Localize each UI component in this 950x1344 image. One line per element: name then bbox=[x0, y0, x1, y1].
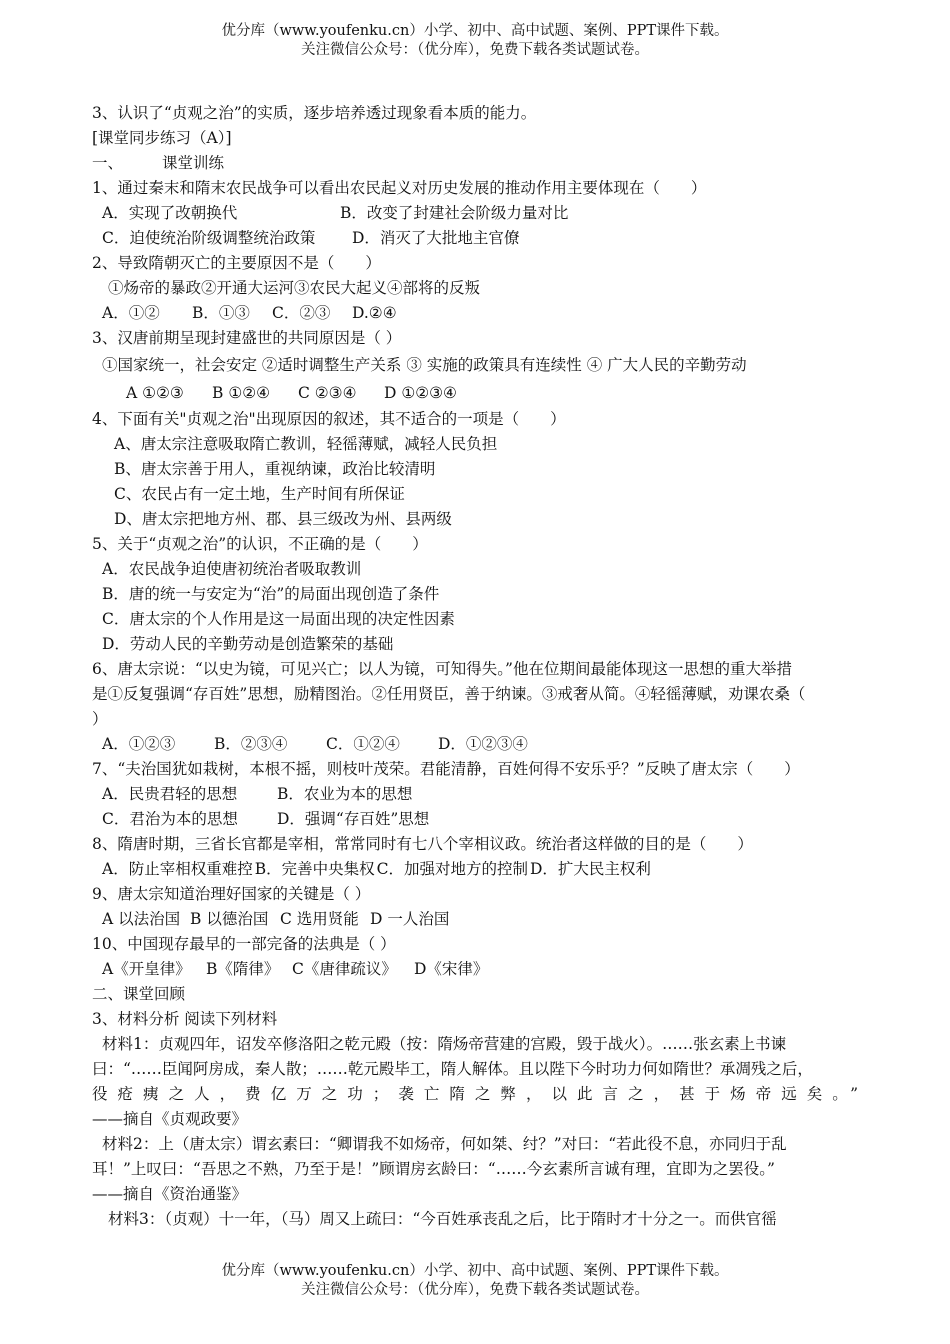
question-7-option-c: C．君治为本的思想 bbox=[102, 810, 238, 828]
question-7-option-a: A．民贵君轻的思想 bbox=[102, 785, 238, 803]
question-1-option-b: B．改变了封建社会阶级力量对比 bbox=[340, 204, 569, 222]
question-5-option-c: C．唐太宗的个人作用是这一局面出现的决定性因素 bbox=[102, 610, 455, 628]
question-7-options-row-2 bbox=[92, 807, 862, 832]
question-5-option-a: A．农民战争迫使唐初统治者吸取教训 bbox=[102, 560, 362, 578]
material-2-line-1: 材料2：上（唐太宗）谓玄素曰：“卿谓我不如炀帝，何如桀、纣？”对曰：“若此役不息，亦同归于乱 bbox=[102, 1135, 787, 1153]
question-1-stem: 1、通过秦末和隋末农民战争可以看出农民起义对历史发展的推动作用主要体现在（ ） bbox=[92, 179, 707, 197]
question-10-stem: 10、中国现存最早的一部完备的法典是（ ） bbox=[92, 935, 396, 953]
question-8-option-c: C．加强对地方的控制 bbox=[376, 860, 528, 878]
material-1-source: ——摘自《贞观政要》 bbox=[92, 1110, 248, 1128]
question-2-items: ①炀帝的暴政②开通大运河③农民大起义④部将的反叛 bbox=[108, 279, 481, 297]
question-8-stem: 8、隋唐时期，三省长官都是宰相，常常同时有七八个宰相议政。统治者这样做的目的是（ ） bbox=[92, 835, 753, 853]
question-2-options bbox=[92, 301, 862, 326]
question-10-option-b: B《隋律》 bbox=[206, 960, 280, 978]
material-2-line-2: 耳！”上叹曰：“吾思之不熟，乃至于是！”顾谓房玄龄曰：“……今玄素所言诚有理，宜即为之罢役。” bbox=[92, 1160, 775, 1178]
question-7-option-d: D．强调“存百姓”思想 bbox=[277, 810, 430, 828]
question-9-option-a: A 以法治国 bbox=[102, 910, 181, 928]
objective-3: 3、认识了“贞观之治”的实质，逐步培养透过现象看本质的能力。 bbox=[92, 104, 537, 122]
question-7-options-row-1 bbox=[92, 782, 862, 807]
question-3-items: ①国家统一，社会安定 ②适时调整生产关系 ③ 实施的政策具有连续性 ④ 广大人民的辛勤劳动 bbox=[102, 356, 747, 374]
question-10-option-c: C《唐律疏议》 bbox=[292, 960, 397, 978]
material-1-line-1: 材料1：贞观四年，诏发卒修洛阳之乾元殿（按：隋炀帝营建的宫殿，毁于战火）。……张玄素上书谏 bbox=[102, 1035, 787, 1053]
header-line-2: 关注微信公众号：（优分库），免费下载各类试题试卷。 bbox=[301, 42, 649, 58]
question-1-option-d: D．消灭了大批地主官僚 bbox=[352, 229, 520, 247]
question-7-option-b: B．农业为本的思想 bbox=[277, 785, 413, 803]
question-4-stem: 4、下面有关"贞观之治"出现原因的叙述，其不适合的一项是（ ） bbox=[92, 410, 566, 428]
section-1-heading bbox=[92, 151, 862, 176]
section-2-heading: 二、课堂回顾 bbox=[92, 985, 186, 1003]
page-header bbox=[0, 22, 950, 60]
question-9-option-d: D 一人治国 bbox=[370, 910, 450, 928]
question-5-stem: 5、关于“贞观之治”的认识，不正确的是（ ） bbox=[92, 535, 428, 553]
question-5-option-d: D．劳动人民的辛勤劳动是创造繁荣的基础 bbox=[102, 635, 394, 653]
page-footer bbox=[0, 1262, 950, 1300]
material-1-line-2: 曰：“……臣闻阿房成，秦人散；……乾元殿毕工，隋人解体。且以陛下今时功力何如隋世？承凋残之后， bbox=[92, 1060, 813, 1078]
question-2-option-b: B．①③ bbox=[192, 304, 250, 322]
question-2-option-d: D.②④ bbox=[352, 304, 397, 322]
question-6-option-d: D．①②③④ bbox=[438, 735, 528, 753]
question-5-option-b: B．唐的统一与安定为“治”的局面出现创造了条件 bbox=[102, 585, 440, 603]
question-10-options bbox=[92, 957, 862, 982]
question-3-option-a: A ①②③ bbox=[126, 384, 184, 402]
material-2-source: ——摘自《资治通鉴》 bbox=[92, 1185, 248, 1203]
question-2-option-a: A．①② bbox=[102, 304, 160, 322]
question-10-option-a: A《开皇律》 bbox=[102, 960, 191, 978]
section-1-number: 一、 bbox=[92, 154, 124, 172]
question-6-option-c: C．①②④ bbox=[326, 735, 400, 753]
header-line-1: 优分库（www.youfenku.cn）小学、初中、高中试题、案例、PPT课件下载。 bbox=[221, 23, 729, 39]
question-8-options bbox=[92, 857, 862, 882]
question-8-option-a: A．防止宰相权重难控 bbox=[102, 860, 253, 878]
practice-title: [课堂同步练习（A）] bbox=[92, 129, 232, 147]
question-1-options-row-2 bbox=[92, 226, 862, 251]
question-6-stem-line-2: 是①反复强调“存百姓”思想，励精图治。②任用贤臣，善于纳谏。③戒奢从简。④轻徭薄赋，劝课农桑（ bbox=[92, 685, 806, 703]
footer-line-2: 关注微信公众号：（优分库），免费下载各类试题试卷。 bbox=[301, 1282, 649, 1298]
question-9-option-c: C 选用贤能 bbox=[280, 910, 359, 928]
question-6-stem-line-3: ） bbox=[92, 710, 108, 728]
question-3-option-c: C ②③④ bbox=[298, 384, 357, 402]
question-3-stem: 3、汉唐前期呈现封建盛世的共同原因是（ ） bbox=[92, 329, 402, 347]
material-3-line-1: 材料3：（贞观）十一年，（马）周又上疏曰：“今百姓承丧乱之后，比于隋时才十分之一。而供官徭 bbox=[108, 1210, 777, 1228]
material-1-line-3: 役疮痍之人，费亿万之功；袭亡隋之弊，以此言之，甚于炀帝远矣。” bbox=[92, 1085, 862, 1103]
question-1-options-row-1 bbox=[92, 201, 862, 226]
document-body bbox=[92, 101, 862, 1232]
question-9-stem: 9、唐太宗知道治理好国家的关键是（ ） bbox=[92, 885, 371, 903]
question-4-option-d: D、唐太宗把地方州、郡、县三级改为州、县两级 bbox=[114, 510, 452, 528]
question-1-option-c: C．迫使统治阶级调整统治政策 bbox=[102, 229, 316, 247]
section-1-title: 课堂训练 bbox=[162, 154, 225, 172]
question-9-options bbox=[92, 907, 862, 932]
question-4-option-c: C、农民占有一定土地，生产时间有所保证 bbox=[114, 485, 405, 503]
question-7-stem: 7、“夫治国犹如栽树，本根不摇，则枝叶茂荣。君能清静，百姓何得不安乐乎？”反映了唐太宗（ ） bbox=[92, 760, 800, 778]
question-2-stem: 2、导致隋朝灭亡的主要原因不是（ ） bbox=[92, 254, 381, 272]
question-1-option-a: A．实现了改朝换代 bbox=[102, 204, 238, 222]
question-10-option-d: D《宋律》 bbox=[414, 960, 489, 978]
question-9-option-b: B 以德治国 bbox=[190, 910, 269, 928]
question-3-options bbox=[92, 379, 862, 407]
question-6-stem-line-1: 6、唐太宗说：“以史为镜，可见兴亡；以人为镜，可知得失。”他在位期间最能体现这一思想的重大举措 bbox=[92, 660, 792, 678]
question-6-option-a: A．①②③ bbox=[102, 735, 176, 753]
question-8-option-b: B．完善中央集权 bbox=[254, 860, 375, 878]
question-4-option-b: B、唐太宗善于用人，重视纳谏，政治比较清明 bbox=[114, 460, 436, 478]
question-8-option-d: D．扩大民主权利 bbox=[529, 860, 651, 878]
question-6-options bbox=[92, 732, 862, 757]
question-2-option-c: C．②③ bbox=[272, 304, 331, 322]
question-4-option-a: A、唐太宗注意吸取隋亡教训，轻徭薄赋，减轻人民负担 bbox=[114, 435, 498, 453]
material-intro: 3、材料分析 阅读下列材料 bbox=[92, 1010, 278, 1028]
question-6-option-b: B．②③④ bbox=[214, 735, 288, 753]
footer-line-1: 优分库（www.youfenku.cn）小学、初中、高中试题、案例、PPT课件下载。 bbox=[221, 1263, 729, 1279]
question-3-option-d: D ①②③④ bbox=[384, 384, 457, 402]
question-3-option-b: B ①②④ bbox=[212, 384, 271, 402]
